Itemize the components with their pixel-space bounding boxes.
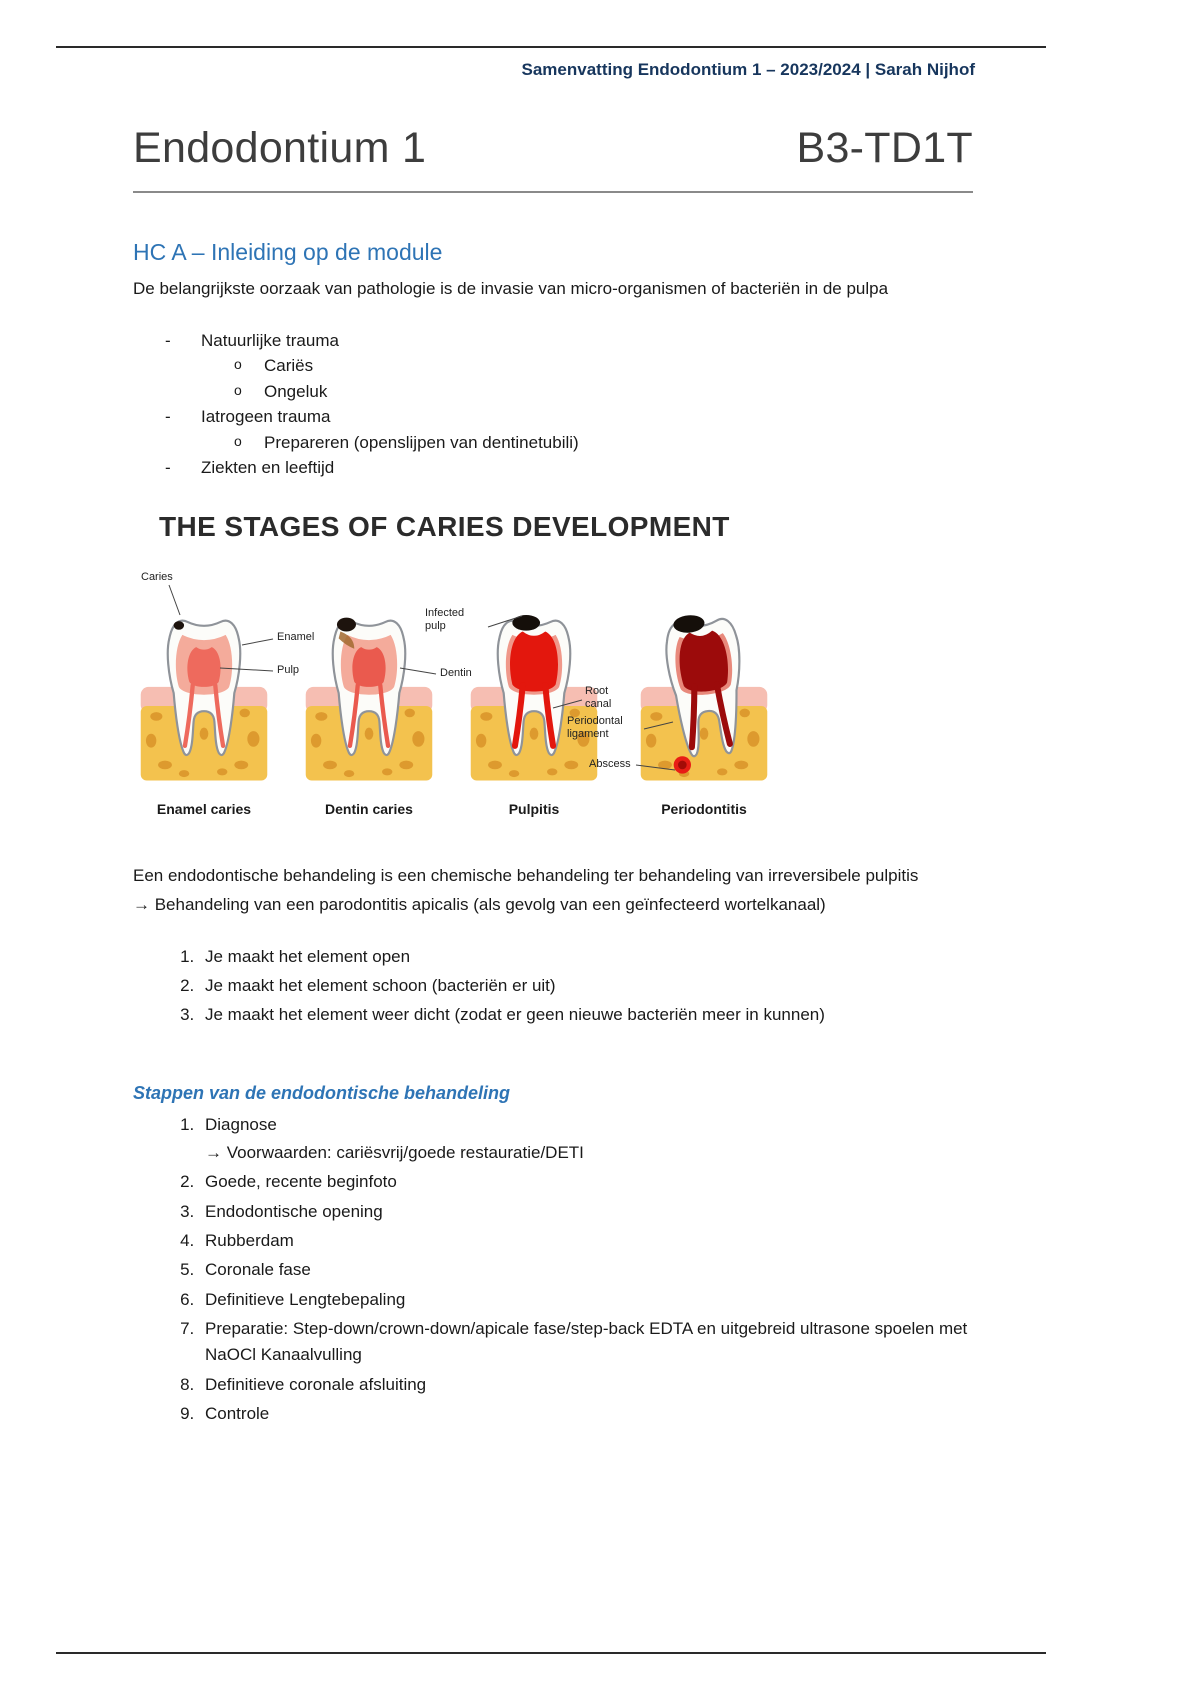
list-item-text: Je maakt het element schoon (bacteriën er uit)	[205, 975, 556, 995]
list-item-ongeluk	[234, 379, 973, 405]
list-item-natuurlijke-trauma	[165, 328, 973, 405]
sub-list	[201, 353, 973, 404]
bone-spot	[150, 712, 162, 721]
caries-spot	[512, 615, 540, 631]
list-item-text: Endodontische opening	[205, 1201, 383, 1221]
pulp-annotation: Pulp	[277, 663, 300, 676]
dentin-annotation: Dentin	[440, 666, 472, 679]
list-item-prepareren	[234, 430, 973, 456]
bone-spot	[646, 733, 656, 747]
list-item-text: Je maakt het element weer dicht (zodat er geen nieuwe bacteriën meer in kunnen)	[205, 1005, 825, 1025]
bone-spot	[650, 712, 662, 721]
list-item	[199, 1316, 973, 1369]
bone-spot	[311, 733, 321, 747]
bone-spot	[247, 731, 259, 747]
list-item-diagnose	[199, 1112, 973, 1166]
doc-title: Endodontium 1	[133, 124, 427, 172]
list-item-text: Definitieve coronale afsluiting	[205, 1374, 427, 1394]
tooth-stage-3	[469, 593, 599, 793]
abscess-core	[678, 760, 687, 769]
list-item-text: Natuurlijke trauma	[201, 330, 339, 350]
treatment-paragraph: Een endodontische behandeling is een chemische behandeling ter behandeling van irreversibele pulpitis	[133, 865, 919, 885]
diagnose-arrow-note: → Voorwaarden: cariësvrij/goede restauratie/DETI	[205, 1142, 584, 1162]
bone-spot	[217, 768, 227, 775]
bone-spot	[200, 727, 209, 739]
infected-pulp-annotation: Infected pulp	[425, 606, 465, 632]
stage-label-enamel-caries: Enamel caries	[156, 800, 252, 817]
content-area	[133, 124, 973, 1430]
bone-spot	[179, 770, 189, 777]
list-item-text: Definitieve Lengtebepaling	[205, 1289, 406, 1309]
list-item	[199, 1372, 973, 1398]
caries-annotation: Caries	[141, 570, 173, 583]
doc-code: B3-TD1T	[796, 124, 973, 172]
page-header	[56, 60, 975, 80]
bone-spot	[234, 760, 248, 769]
root-canal-annotation: Root canal	[585, 684, 612, 710]
bone-spot	[399, 760, 413, 769]
bone-spot	[700, 727, 709, 739]
bone-spot	[530, 727, 539, 739]
bone-spot	[658, 760, 672, 769]
list-item-text: Rubberdam	[205, 1231, 294, 1251]
bone-spot	[717, 768, 727, 775]
tooth-stage-1	[139, 593, 269, 793]
pulp-chamber	[352, 647, 385, 687]
bone-spot	[412, 731, 424, 747]
stage-label-dentin-caries: Dentin caries	[325, 800, 413, 817]
bone-spot	[315, 712, 327, 721]
tooth-stage-4	[639, 593, 769, 793]
list-item-text: Diagnose	[205, 1114, 277, 1134]
list-item	[199, 1287, 973, 1313]
treatment-arrow-line: → Behandeling van een parodontitis apicalis (als gevolg van een geïnfecteerd wortelkanaal)	[133, 895, 826, 914]
pulp-chamber	[510, 631, 558, 691]
bone-spot	[146, 733, 156, 747]
periodontal-ligament-annotation: Periodontal ligament	[567, 714, 623, 740]
bone-spot	[488, 760, 502, 769]
list-item-text: Je maakt het element open	[205, 946, 411, 966]
list-item-text: Prepareren (openslijpen van dentinetubili)	[264, 432, 579, 452]
header-text: Samenvatting Endodontium 1 – 2023/2024 | Sarah Nijhof	[521, 60, 975, 79]
bone-spot	[405, 708, 415, 717]
list-item	[199, 1199, 973, 1225]
bone-spot	[382, 768, 392, 775]
bone-spot	[509, 770, 519, 777]
list-item	[199, 1169, 973, 1195]
list-item	[199, 1228, 973, 1254]
bone-spot	[344, 770, 354, 777]
list-item	[199, 944, 973, 970]
title-row	[133, 124, 973, 193]
stappen-heading: Stappen van de endodontische behandeling	[133, 1082, 511, 1103]
bone-spot	[323, 760, 337, 769]
bone-spot	[747, 731, 759, 747]
bone-spot	[564, 760, 578, 769]
list-item-text: Ziekten en leeftijd	[201, 458, 335, 477]
list-item-iatrogeen-trauma	[165, 404, 973, 455]
list-item-text: Cariës	[264, 356, 314, 375]
enamel-annotation: Enamel	[277, 630, 315, 643]
section-heading: HC A – Inleiding op de module	[133, 239, 443, 265]
list-item	[199, 1401, 973, 1427]
tooth-illustration-stage-2	[304, 593, 434, 793]
list-item	[199, 1257, 973, 1283]
top-rule	[56, 46, 1046, 48]
list-item-text: Iatrogeen trauma	[201, 407, 331, 426]
list-item-text: Ongeluk	[264, 381, 328, 401]
figure-title: THE STAGES OF CARIES DEVELOPMENT	[159, 510, 730, 542]
teeth-row	[139, 569, 799, 833]
treatment-steps-list	[133, 944, 973, 1029]
list-item-ziekten-leeftijd	[165, 455, 973, 481]
tooth-illustration-stage-1	[139, 593, 269, 793]
list-item-caries	[234, 353, 973, 379]
stappen-list	[133, 1112, 973, 1428]
tooth-illustration-stage-3	[469, 593, 599, 793]
bone-spot	[740, 708, 750, 717]
bone-spot	[734, 760, 748, 769]
pulp-chamber	[187, 647, 220, 687]
bone-spot	[547, 768, 557, 775]
bone-spot	[240, 708, 250, 717]
tooth-illustration-stage-4	[639, 593, 769, 793]
bottom-rule	[56, 1652, 1046, 1654]
caries-spot	[337, 617, 356, 631]
list-item	[199, 1002, 973, 1028]
bone-spot	[480, 712, 492, 721]
bone-spot	[365, 727, 374, 739]
bone-spot	[476, 733, 486, 747]
list-item-text: Goede, recente beginfoto	[205, 1172, 397, 1192]
abscess-annotation: Abscess	[589, 757, 631, 770]
stage-label-periodontitis: Periodontitis	[661, 800, 747, 817]
sub-list	[201, 430, 973, 456]
list-item	[199, 973, 973, 999]
causes-list	[133, 328, 973, 481]
list-item-text: Controle	[205, 1404, 270, 1424]
tooth-stage-2	[304, 593, 434, 793]
list-item-text: Coronale fase	[205, 1260, 311, 1280]
caries-figure	[133, 511, 973, 833]
intro-paragraph: De belangrijkste oorzaak van pathologie is de invasie van micro-organismen of bacteriën in de pulpa	[133, 279, 889, 298]
stage-label-pulpitis: Pulpitis	[508, 800, 560, 817]
bone-spot	[158, 760, 172, 769]
caries-spot	[174, 621, 184, 630]
list-item-text: Preparatie: Step-down/crown-down/apicale fase/step-back EDTA en uitgebreid ultrasone spoelen met NaOCl Kanaalvulling	[205, 1319, 968, 1365]
